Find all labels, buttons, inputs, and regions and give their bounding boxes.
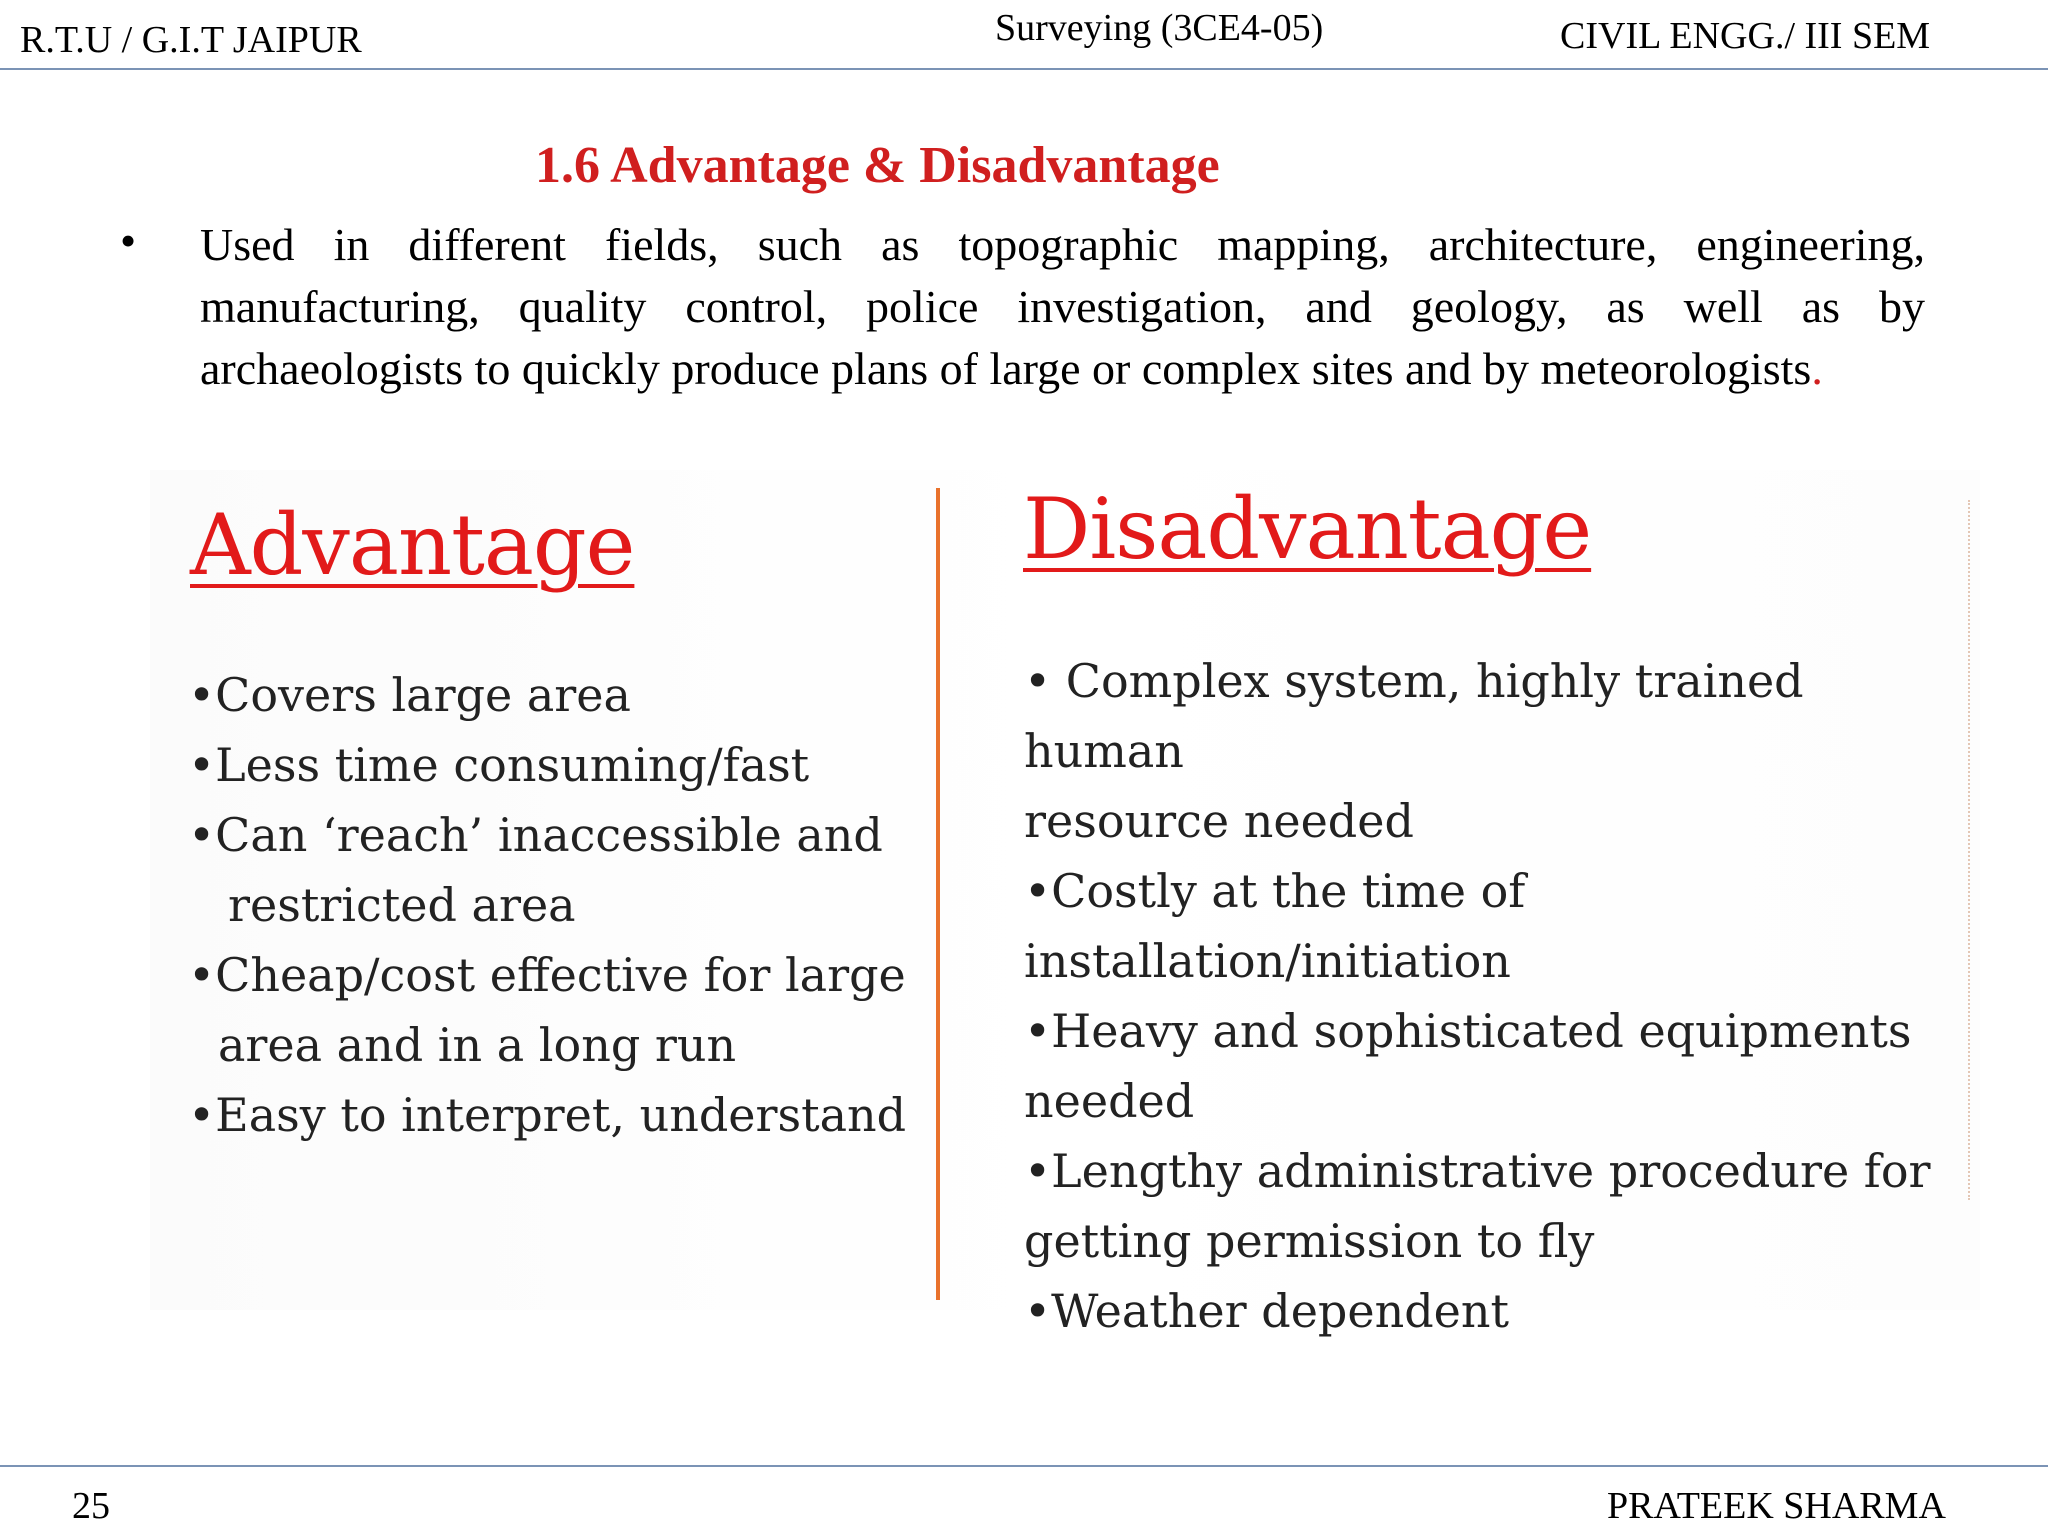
section-title: 1.6 Advantage & Disadvantage: [535, 137, 1220, 194]
disadvantage-item-text: •Costly at the time of: [1024, 864, 1526, 918]
disadvantage-item-continuation: installation/initiation: [1024, 934, 1511, 988]
advantage-item: [188, 800, 928, 940]
advantage-item-text: •Covers large area: [188, 668, 631, 722]
advantage-item-text: •Can ‘reach’ inaccessible and: [188, 808, 883, 862]
advantage-item: [188, 1080, 928, 1150]
advantage-item: [188, 660, 928, 730]
advantage-heading: Advantage: [190, 496, 635, 594]
disadvantage-item: [1024, 1276, 1974, 1346]
intro-text-body: Used in different fields, such as topographic mapping, architecture, engineering, manufacturing, quality control, police investigation, and geology, as well as by archaeologists to quickly produce plans of large or complex sites and by meteorologists: [200, 219, 1925, 394]
header-institution: R.T.U / G.I.T JAIPUR: [20, 19, 362, 61]
footer-divider: [0, 1465, 2048, 1467]
advantage-list: [188, 660, 928, 1150]
disadvantage-item-continuation: resource needed: [1024, 794, 1414, 848]
advantage-item-text: •Easy to interpret, understand: [188, 1088, 907, 1142]
advantage-item-text: •Cheap/cost effective for large: [188, 948, 906, 1002]
bullet-marker: •: [120, 215, 137, 266]
disadvantage-heading: Disadvantage: [1023, 480, 1592, 578]
page-number: 25: [72, 1485, 110, 1527]
header-department: CIVIL ENGG./ III SEM: [1560, 15, 1931, 57]
disadvantage-item-text: •Weather dependent: [1024, 1284, 1509, 1338]
disadvantage-item: [1024, 1136, 1974, 1276]
disadvantage-list: [1024, 646, 1974, 1346]
advantage-item: [188, 730, 928, 800]
intro-text: [200, 214, 1925, 400]
disadvantage-item-text: • Complex system, highly trained human: [1024, 654, 1819, 778]
disadvantage-item-text: •Heavy and sophisticated equipments: [1024, 1004, 1912, 1058]
column-divider: [936, 488, 940, 1300]
disadvantage-item: [1024, 996, 1974, 1136]
advantage-item: [188, 940, 928, 1080]
author-name: PRATEEK SHARMA: [1607, 1485, 1946, 1527]
disadvantage-item-text: •Lengthy administrative procedure for: [1024, 1144, 1931, 1198]
intro-text-period: .: [1811, 343, 1823, 394]
disadvantage-item: [1024, 646, 1974, 856]
disadvantage-item-continuation: needed: [1024, 1074, 1195, 1128]
header-divider: [0, 68, 2048, 70]
advantage-item-continuation: restricted area: [228, 878, 576, 932]
advantage-item-continuation: area and in a long run: [218, 1018, 737, 1072]
advantage-item-text: •Less time consuming/fast: [188, 738, 810, 792]
advantage-disadvantage-figure: [150, 470, 1980, 1338]
disadvantage-item: [1024, 856, 1974, 996]
disadvantage-item-continuation: getting permission to fly: [1024, 1214, 1595, 1268]
header-course: Surveying (3CE4-05): [995, 7, 1324, 49]
